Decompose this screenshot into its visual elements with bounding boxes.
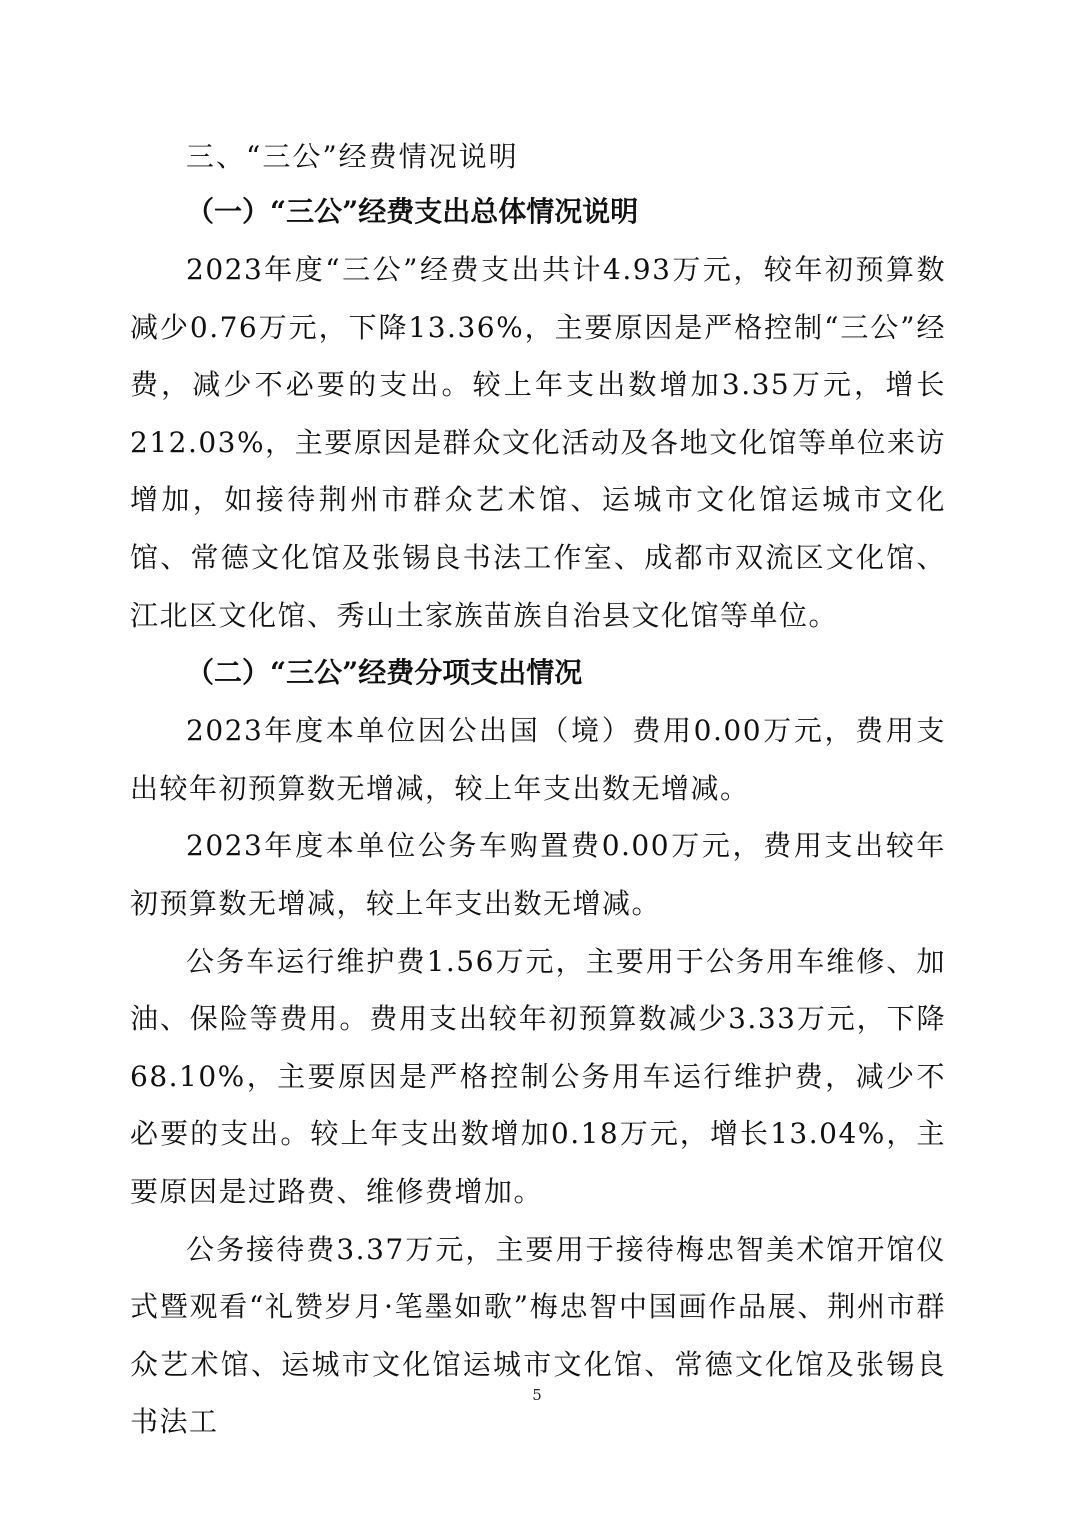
- paragraph-overseas: 2023年度本单位因公出国（境）费用0.00万元，费用支出较年初预算数无增减，较上年支出数无增减。: [130, 714, 946, 805]
- page-content: [130, 131, 946, 1451]
- section-title: 三、“三公”经费情况说明: [186, 140, 519, 173]
- paragraph-vehicle-purchase: 2023年度本单位公务车购置费0.00万元，费用支出较年初预算数无增减，较上年支出数无增减。: [130, 829, 946, 920]
- paragraph-reception: 公务接待费3.37万元，主要用于接待梅忠智美术馆开馆仪式暨观看“礼赞岁月·笔墨如歌”梅忠智中国画作品展、荆州市群众艺术馆、运城市文化馆运城市文化馆、常德文化馆及张锡良书法工: [130, 1232, 946, 1439]
- paragraph-overall: 2023年度“三公”经费支出共计4.93万元，较年初预算数减少0.76万元，下降13.36%，主要原因是严格控制“三公”经费，减少不必要的支出。较上年支出数增加3.35万元，增长212.03%，主要原因是群众文化活动及各地文化馆等单位来访增加，如接待荆州市群众艺术馆、运城市文化馆运城市文化馆、常德文化馆及张锡良书法工作室、成都市双流区文化馆、江北区文化馆、秀山土家族苗族自治县文化馆等单位。: [130, 253, 946, 632]
- paragraph-vehicle-maintenance: 公务车运行维护费1.56万元，主要用于公务用车维修、加油、保险等费用。费用支出较年初预算数减少3.33万元，下降68.10%，主要原因是严格控制公务用车运行维护费，减少不必要的支出。较上年支出数增加0.18万元，增长13.04%，主要原因是过路费、维修费增加。: [130, 944, 946, 1208]
- page-number: 5: [532, 1386, 542, 1404]
- subsection-1-title: （一）“三公”经费支出总体情况说明: [186, 195, 639, 228]
- subsection-2-title: （二）“三公”经费分项支出情况: [186, 656, 583, 690]
